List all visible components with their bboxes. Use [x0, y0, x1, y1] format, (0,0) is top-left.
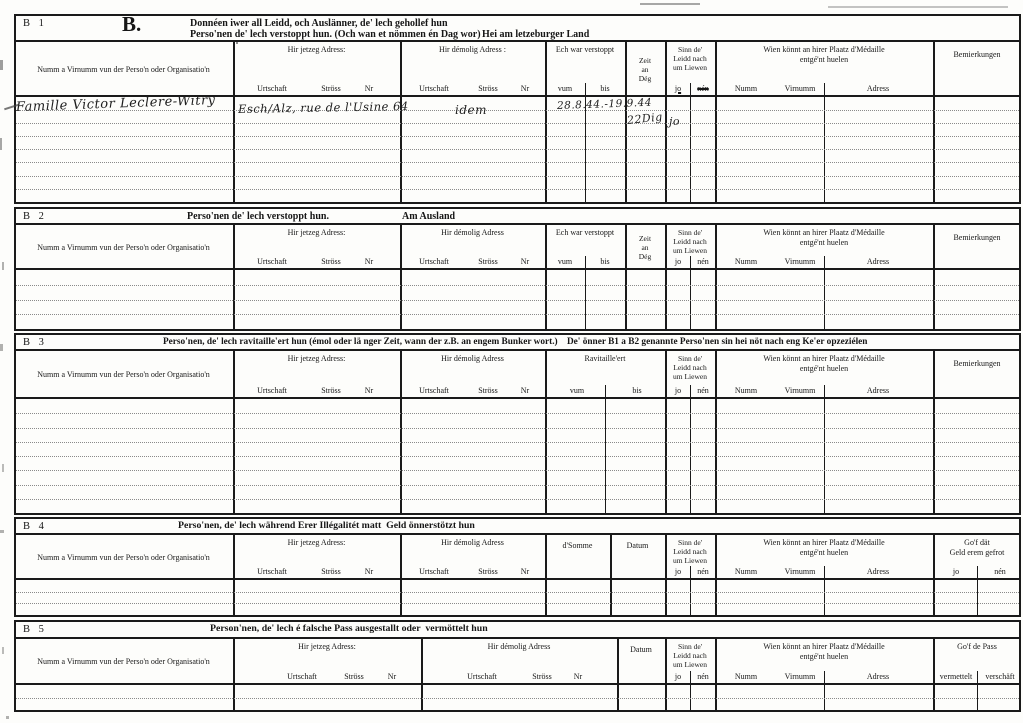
scan-artifact: [2, 647, 4, 654]
form-row-line: [16, 499, 1019, 513]
column-subheader: nén: [994, 567, 1006, 576]
column-subheader: Urtschaft: [419, 386, 449, 395]
form-row-line: [16, 189, 1019, 202]
column-subheader: Ströss: [321, 386, 341, 395]
handwritten-entry: jo: [669, 115, 681, 128]
section-title-text: Perso'nen, de' lech ravitaille'ert hun (émol oder lä nger Zeit, wann der z.B. an engem Bunker wort.) De' önner B1 a B2 genannte Perso'nen sin hei nöt nach eng Ke'er opzeziélen: [163, 337, 868, 347]
section-grid: [16, 225, 1019, 329]
column-header-lines: [933, 42, 1019, 60]
column-header-line: um Liewen: [673, 246, 707, 255]
scan-artifact: [640, 3, 700, 5]
column-subheader: bis: [600, 257, 610, 266]
section-grid: [16, 351, 1019, 513]
handwritten-entry: Esch/Alz, rue de l'Usine 64: [237, 99, 409, 116]
column-subheader: jo: [674, 257, 682, 266]
column-header-line: entgé'nt huelen: [799, 652, 849, 661]
section-title-bar: [16, 335, 1019, 351]
column-subheader: Ströss: [478, 386, 498, 395]
column-subheader: Ströss: [532, 672, 552, 681]
form-section-b2: [14, 207, 1021, 331]
scan-artifact: [0, 138, 2, 150]
column-header-line: Hir jetzeg Adress:: [298, 642, 356, 651]
column-subheader: Ströss: [478, 84, 498, 93]
section-title-text: Hei am letzeburger Land: [482, 29, 590, 40]
section-title-text: Person'nen, de' lech é falsche Pass ausgestallt oder vermöttelt hun: [210, 623, 488, 634]
form-row-line: [16, 413, 1019, 428]
section-title-bar: [16, 12, 1019, 42]
column-header: [16, 535, 233, 580]
column-header-line: Leidd nach: [673, 547, 707, 556]
column-subheader: Urtschaft: [419, 567, 449, 576]
column-header-lines: [400, 535, 545, 548]
form-row-line: [16, 698, 1019, 711]
column-header-lines: [400, 225, 545, 238]
form-row-line: [16, 136, 1019, 150]
column-header-line: Wien könnt an hirer Plaatz d'Médaille: [763, 642, 885, 651]
form-row-line: [16, 110, 1019, 124]
scan-artifact: [2, 464, 4, 472]
section-label: B 2: [23, 211, 47, 222]
column-header-line: Hir démolig Adress: [441, 538, 504, 547]
column-header-line: Wien könnt an hirer Plaatz d'Médaille: [763, 45, 885, 54]
column-header-lines: [233, 42, 400, 55]
column-subheader: vermettelt: [939, 672, 973, 681]
scan-artifact: [828, 6, 1008, 8]
column-header-line: Sinn de': [677, 538, 703, 547]
form-row-line: [16, 314, 1019, 329]
column-header-line: Datum: [630, 645, 652, 654]
column-header-line: um Liewen: [673, 660, 707, 669]
column-header-lines: [625, 225, 665, 270]
form-row-line: [16, 470, 1019, 485]
column-header-lines: [933, 639, 1019, 652]
column-header: [16, 225, 233, 270]
column-header: [933, 535, 1019, 580]
column-subheader: Virnumm: [784, 386, 816, 395]
form-row-line: [16, 399, 1019, 414]
column-subheader: Ströss: [321, 84, 341, 93]
column-header-lines: [665, 351, 715, 381]
handwritten-entry: 28.8.44.-19.9.44: [556, 96, 653, 112]
column-subheader: Nr: [387, 672, 397, 681]
form-row-line: [16, 603, 1019, 615]
section-title-bar: [16, 209, 1019, 225]
section-title-text: Perso'nen de' lech verstoppt hun. (Och wan et nömmen én Dag wor): [190, 29, 481, 40]
column-header-line: Zeit: [638, 234, 652, 243]
column-header-line: Hir jetzeg Adress:: [287, 45, 346, 54]
scan-artifact: [6, 716, 9, 719]
form-row-line: [16, 485, 1019, 500]
column-header-lines: [665, 42, 715, 72]
column-header-line: Hir démolig Adress :: [439, 45, 506, 54]
form-row-line: [16, 685, 1019, 699]
column-header-lines: [715, 42, 933, 65]
column-header-lines: [16, 535, 233, 580]
column-header-line: Numm a Virnumm vun der Perso'n oder Organisatio'n: [37, 657, 210, 666]
section-label: B 1: [23, 18, 47, 29]
column-subheader: vum: [569, 386, 585, 395]
column-header-line: Numm a Virnumm vun der Perso'n oder Organisatio'n: [37, 64, 210, 74]
column-header-line: Leidd nach: [673, 651, 707, 660]
form-row-line: [16, 149, 1019, 163]
column-subheader: jo: [674, 386, 682, 395]
column-header-lines: [617, 639, 665, 655]
column-subheader: Ströss: [344, 672, 364, 681]
column-subheader: vum: [557, 84, 573, 93]
column-subheader: jo: [952, 567, 960, 576]
column-header-lines: [545, 42, 625, 55]
column-subheader: Numm: [734, 567, 758, 576]
column-subheader: Urtschaft: [257, 386, 287, 395]
column-header-lines: [933, 225, 1019, 243]
section-big-letter: B.: [122, 12, 142, 36]
column-subheader: jo: [674, 567, 682, 576]
column-header-lines: [545, 351, 665, 364]
column-subheader: Nr: [573, 672, 583, 681]
column-header: [16, 42, 233, 97]
column-header-line: Ech war verstoppt: [555, 45, 615, 54]
section-title-bar: [16, 519, 1019, 535]
form-section-b1: [14, 14, 1021, 204]
column-header-lines: [715, 225, 933, 248]
column-header-line: Sinn de': [677, 642, 703, 651]
column-subheader: nén: [697, 386, 709, 395]
column-header: [610, 535, 665, 580]
section-grid: [16, 639, 1019, 710]
form-row-line: [16, 163, 1019, 177]
column-header-line: Numm a Virnumm vun der Perso'n oder Organisatio'n: [37, 552, 210, 562]
column-header-lines: [933, 351, 1019, 369]
column-header-lines: [421, 639, 617, 652]
column-header-line: entgé'nt huelen: [799, 548, 849, 557]
column-header-line: um Liewen: [673, 556, 707, 565]
column-header-lines: [233, 225, 400, 238]
column-subheader: Nr: [364, 567, 374, 576]
column-header-line: Hir démolig Adress: [441, 354, 504, 363]
column-header-line: Leidd nach: [673, 54, 707, 63]
column-subheader: nén: [697, 84, 709, 93]
column-header-line: Hir jetzeg Adress:: [287, 354, 346, 363]
column-header-line: Go'f de Pass: [957, 642, 997, 651]
column-subheader: Nr: [364, 257, 374, 266]
column-header-line: Bemierkungen: [953, 359, 1001, 368]
column-header-line: entgé'nt huelen: [799, 55, 849, 64]
column-header-lines: [16, 225, 233, 270]
column-header-line: Go'f dät: [964, 538, 990, 547]
column-header-lines: [665, 225, 715, 255]
section-title-text: Perso'nen, de' lech während Erer Illégalitét matt Geld önnerstötzt hun: [178, 520, 475, 531]
column-header-lines: [715, 535, 933, 558]
section-label: B 3: [23, 337, 47, 348]
column-subheader: Urtschaft: [467, 672, 497, 681]
column-header-lines: [610, 535, 665, 551]
column-subheader: Nr: [364, 386, 374, 395]
column-subheader: Urtschaft: [257, 84, 287, 93]
column-subheader: Adress: [866, 84, 890, 93]
form-row-line: [16, 300, 1019, 316]
column-subheader: Urtschaft: [419, 257, 449, 266]
column-subheader: Urtschaft: [419, 84, 449, 93]
column-header: [625, 42, 665, 97]
column-subheader: Virnumm: [784, 567, 816, 576]
column-subheader: Adress: [866, 257, 890, 266]
column-subheader: jo: [674, 672, 682, 681]
column-header-line: an: [641, 243, 649, 252]
column-subheader: Urtschaft: [257, 257, 287, 266]
column-header-line: Zeit: [638, 56, 652, 65]
column-subheader: Adress: [866, 672, 890, 681]
column-header: [16, 351, 233, 399]
column-subheader: nén: [697, 257, 709, 266]
column-header-lines: [16, 639, 233, 685]
column-subheader: Virnumm: [784, 257, 816, 266]
column-header-lines: [233, 535, 400, 548]
column-header-line: entgé'nt huelen: [799, 364, 849, 373]
column-header-lines: [16, 351, 233, 399]
column-header: [617, 639, 665, 685]
scan-artifact: [2, 262, 4, 270]
column-header-line: Bemierkungen: [953, 233, 1001, 242]
column-subheader: Ströss: [478, 567, 498, 576]
section-grid: [16, 535, 1019, 615]
column-header: [16, 639, 233, 685]
handwritten-entry: idem: [455, 103, 487, 117]
column-header-line: Leidd nach: [673, 363, 707, 372]
column-header-lines: [933, 535, 1019, 558]
column-header-lines: [400, 42, 545, 55]
column-subheader: Urtschaft: [257, 567, 287, 576]
section-title-text: Donnéen iwer all Leidd, och Auslänner, de' lech gehollef hun: [190, 18, 448, 29]
column-header-line: Numm a Virnumm vun der Perso'n oder Organisatio'n: [37, 242, 210, 252]
column-header: [545, 535, 610, 580]
column-header-line: Dég: [638, 252, 652, 261]
column-header: [625, 225, 665, 270]
column-subheader: bis: [632, 386, 642, 395]
column-header-line: an: [641, 65, 649, 74]
section-grid: [16, 42, 1019, 202]
column-header-line: entgé'nt huelen: [799, 238, 849, 247]
column-subheader: verschäft: [985, 672, 1015, 681]
column-subheader: vum: [557, 257, 573, 266]
column-header-lines: [715, 351, 933, 374]
column-header-lines: [400, 351, 545, 364]
column-header: [421, 639, 617, 685]
section-title-bar: [16, 622, 1019, 639]
column-subheader: Ströss: [321, 567, 341, 576]
column-header-line: Sinn de': [677, 354, 703, 363]
column-header-line: Ech war verstoppt: [555, 228, 615, 237]
column-subheader: Ströss: [478, 257, 498, 266]
form-section-b4: [14, 517, 1021, 617]
form-row-line: [16, 285, 1019, 301]
column-subheader: Nr: [520, 84, 530, 93]
scan-artifact: [0, 60, 3, 70]
section-title-text: Am Ausland: [402, 211, 456, 222]
column-subheader: bis: [600, 84, 610, 93]
form-section-b5: [14, 620, 1021, 712]
form-row-line: [16, 456, 1019, 471]
form-row-line: [16, 442, 1019, 457]
column-subheader: Nr: [520, 567, 530, 576]
handwritten-entry: 22Dig: [626, 110, 664, 127]
column-header-line: Hir démolig Adress: [487, 642, 551, 651]
column-header-line: Dég: [638, 74, 652, 83]
column-subheader: jo: [674, 84, 682, 93]
column-header-line: Geld erem gefrot: [949, 548, 1005, 557]
handwritten-entry: Famille Victor Leclere-Witry: [16, 93, 216, 115]
scan-artifact: [0, 344, 3, 351]
scan-artifact: [0, 530, 4, 533]
column-subheader: Virnumm: [784, 672, 816, 681]
column-header-lines: [233, 351, 400, 364]
column-header-lines: [545, 535, 610, 551]
column-header: [933, 42, 1019, 97]
column-header: [933, 225, 1019, 270]
column-header-line: Sinn de': [677, 45, 703, 54]
column-header-lines: [625, 42, 665, 97]
column-subheader: Adress: [866, 386, 890, 395]
form-row-line: [16, 270, 1019, 286]
column-header-line: Hir jetzeg Adress:: [287, 538, 346, 547]
column-header-line: Datum: [626, 541, 649, 550]
scan-artifact: [236, 42, 238, 44]
column-subheader: Numm: [734, 84, 758, 93]
column-header-line: Wien könnt an hirer Plaatz d'Médaille: [763, 538, 885, 547]
column-header-line: Ravitaille'ert: [584, 354, 626, 363]
section-label: B 5: [23, 624, 47, 635]
column-header-line: um Liewen: [673, 372, 707, 381]
column-header-line: um Liewen: [673, 63, 707, 72]
column-subheader: Numm: [734, 672, 758, 681]
column-subheader: Ströss: [321, 257, 341, 266]
column-header-line: Hir démolig Adress: [441, 228, 504, 237]
column-subheader: Numm: [734, 386, 758, 395]
column-subheader: Urtschaft: [287, 672, 317, 681]
column-header-line: Numm a Virnumm vun der Perso'n oder Organisatio'n: [37, 370, 210, 379]
column-subheader: Nr: [520, 386, 530, 395]
column-header-line: Wien könnt an hirer Plaatz d'Médaille: [763, 228, 885, 237]
form-section-b3: [14, 333, 1021, 515]
column-subheader: Virnumm: [784, 84, 816, 93]
form-row-line: [16, 176, 1019, 190]
column-subheader: Nr: [520, 257, 530, 266]
column-header-lines: [16, 42, 233, 97]
column-header-line: Leidd nach: [673, 237, 707, 246]
column-header-line: d'Somme: [562, 541, 593, 550]
column-header-lines: [715, 639, 933, 662]
column-header-line: Hir jetzeg Adress:: [287, 228, 346, 237]
form-row-line: [16, 428, 1019, 443]
column-subheader: nén: [697, 672, 709, 681]
section-title-text: Perso'nen de' lech verstoppt hun.: [187, 211, 329, 222]
column-header-lines: [545, 225, 625, 238]
column-subheader: Adress: [866, 567, 890, 576]
column-header-line: Sinn de': [677, 228, 703, 237]
column-header-lines: [665, 535, 715, 565]
column-header-lines: [665, 639, 715, 669]
column-header-line: Bemierkungen: [953, 50, 1001, 59]
column-subheader: Numm: [734, 257, 758, 266]
section-label: B 4: [23, 521, 47, 532]
column-header-line: Wien könnt an hirer Plaatz d'Médaille: [763, 354, 885, 363]
column-subheader: nén: [697, 567, 709, 576]
form-row-line: [16, 123, 1019, 137]
column-header-lines: [233, 639, 421, 652]
column-header: [933, 351, 1019, 399]
column-subheader: Nr: [364, 84, 374, 93]
